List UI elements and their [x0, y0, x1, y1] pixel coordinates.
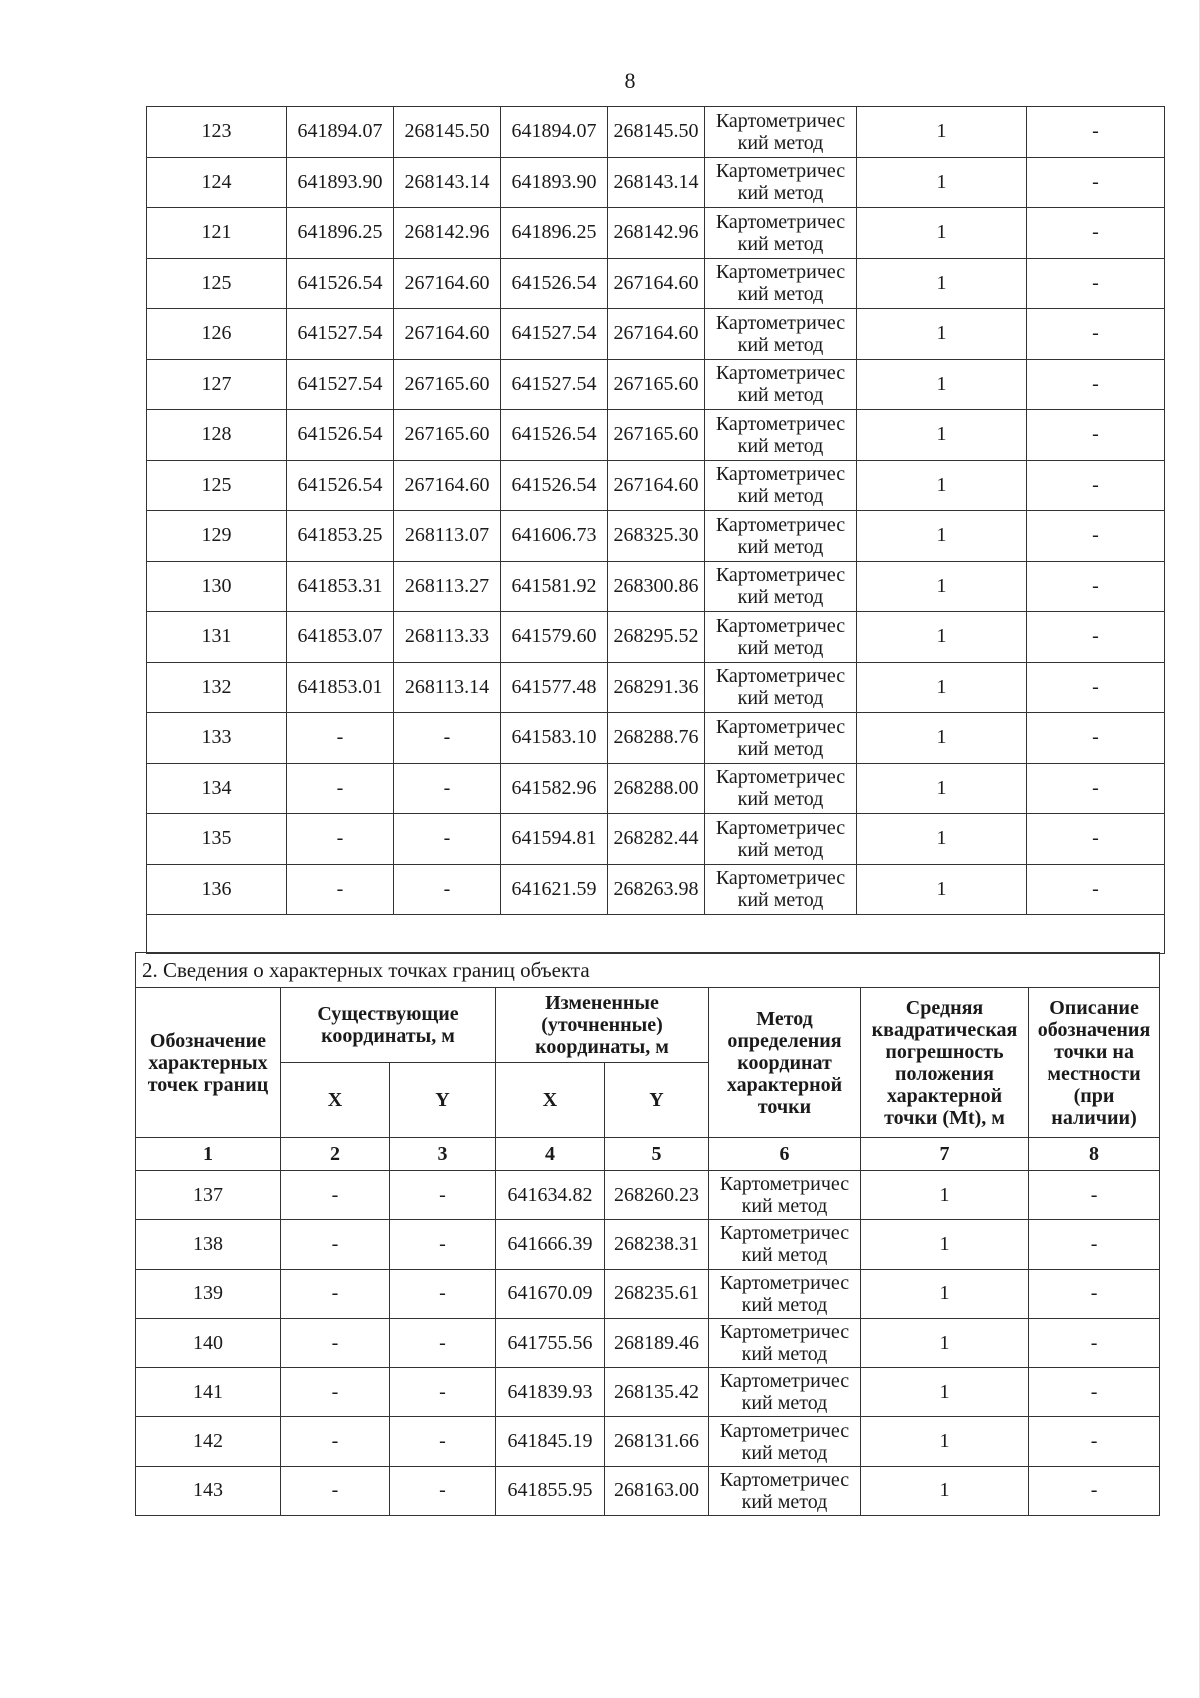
method-line-1: Картометричес [715, 867, 846, 890]
changed-x: 641579.60 [501, 612, 608, 663]
existing-y: 268113.14 [394, 662, 501, 713]
method-line-1: Картометричес [715, 109, 846, 132]
point-description: - [1027, 814, 1165, 865]
table-row [147, 258, 1165, 309]
method-line-1: Картометричес [715, 362, 846, 385]
point-id: 134 [147, 763, 287, 814]
header-changed-coordinates: Измененные (уточненные) координаты, м [496, 988, 709, 1063]
existing-x: 641896.25 [287, 208, 394, 259]
existing-x: 641526.54 [287, 410, 394, 461]
existing-y: - [394, 713, 501, 764]
method-line-2: кий метод [741, 1195, 828, 1218]
method-line-2: кий метод [737, 889, 824, 912]
changed-y: 268325.30 [608, 511, 705, 562]
point-id: 128 [147, 410, 287, 461]
page-number: 8 [624, 68, 636, 93]
method-line-2: кий метод [737, 485, 824, 508]
point-description: - [1029, 1220, 1160, 1269]
existing-x: - [287, 864, 394, 915]
changed-x: 641527.54 [501, 309, 608, 360]
changed-x: 641581.92 [501, 561, 608, 612]
method-line-2: кий метод [737, 737, 824, 760]
header-changed-x: X [496, 1063, 605, 1138]
point-id: 140 [136, 1318, 281, 1367]
mean-error: 1 [857, 612, 1027, 663]
method-line-2: кий метод [737, 687, 824, 710]
table-row [136, 1368, 1160, 1417]
point-id: 126 [147, 309, 287, 360]
table-row [147, 814, 1165, 865]
method-line-1: Картометричес [719, 1222, 850, 1245]
mean-error: 1 [861, 1368, 1029, 1417]
existing-x: 641527.54 [287, 309, 394, 360]
changed-x: 641670.09 [496, 1269, 605, 1318]
changed-x: 641582.96 [501, 763, 608, 814]
changed-y: 268145.50 [608, 107, 705, 158]
table-row [136, 1466, 1160, 1515]
table-row [147, 460, 1165, 511]
point-description: - [1027, 864, 1165, 915]
header-description: Описание обозначения точки на местности (при наличии) [1029, 988, 1160, 1138]
point-description: - [1027, 258, 1165, 309]
boundary-points-table-body [136, 953, 1160, 1516]
header-existing-y: Y [390, 1063, 496, 1138]
point-description: - [1029, 1269, 1160, 1318]
existing-x: - [281, 1466, 390, 1515]
method-line-1: Картометричес [715, 210, 846, 233]
mean-error: 1 [857, 410, 1027, 461]
table-row [147, 410, 1165, 461]
method-line-2: кий метод [741, 1244, 828, 1267]
method-line-2: кий метод [737, 232, 824, 255]
point-id: 141 [136, 1368, 281, 1417]
point-description: - [1029, 1417, 1160, 1466]
mean-error: 1 [861, 1417, 1029, 1466]
changed-x: 641526.54 [501, 460, 608, 511]
existing-x: 641893.90 [287, 157, 394, 208]
existing-y: - [390, 1368, 496, 1417]
method-line-1: Картометричес [719, 1370, 850, 1393]
method-line-1: Картометричес [715, 816, 846, 839]
header-changed-y: Y [605, 1063, 709, 1138]
point-id: 132 [147, 662, 287, 713]
point-description: - [1027, 612, 1165, 663]
point-description: - [1027, 157, 1165, 208]
method-line-1: Картометричес [715, 463, 846, 486]
existing-x: 641526.54 [287, 258, 394, 309]
changed-y: 268295.52 [608, 612, 705, 663]
method-line-1: Картометричес [715, 766, 846, 789]
method-line-1: Картометричес [719, 1468, 850, 1491]
table-row [136, 1171, 1160, 1220]
coordinates-table-body [147, 107, 1165, 954]
existing-x: 641853.07 [287, 612, 394, 663]
existing-y: - [390, 1269, 496, 1318]
method [709, 1466, 861, 1515]
point-description: - [1027, 410, 1165, 461]
method [705, 309, 857, 360]
point-description: - [1029, 1368, 1160, 1417]
changed-x: 641845.19 [496, 1417, 605, 1466]
method [709, 1368, 861, 1417]
existing-y: - [394, 763, 501, 814]
mean-error: 1 [861, 1171, 1029, 1220]
existing-x: 641853.01 [287, 662, 394, 713]
method-line-2: кий метод [741, 1343, 828, 1366]
changed-y: 268288.00 [608, 763, 705, 814]
column-number: 3 [390, 1138, 496, 1171]
mean-error: 1 [857, 814, 1027, 865]
method-line-2: кий метод [741, 1293, 828, 1316]
column-number: 1 [136, 1138, 281, 1171]
method [709, 1318, 861, 1367]
existing-x: 641894.07 [287, 107, 394, 158]
column-number: 5 [605, 1138, 709, 1171]
existing-y: - [394, 864, 501, 915]
method-line-1: Картометричес [715, 614, 846, 637]
point-description: - [1027, 460, 1165, 511]
mean-error: 1 [857, 511, 1027, 562]
method-line-2: кий метод [737, 182, 824, 205]
method [709, 1220, 861, 1269]
point-id: 142 [136, 1417, 281, 1466]
changed-x: 641583.10 [501, 713, 608, 764]
method-line-1: Картометричес [719, 1321, 850, 1344]
point-description: - [1027, 309, 1165, 360]
existing-y: 267164.60 [394, 258, 501, 309]
method [709, 1417, 861, 1466]
changed-y: 267165.60 [608, 359, 705, 410]
changed-y: 267164.60 [608, 258, 705, 309]
method [705, 662, 857, 713]
method [705, 258, 857, 309]
header-existing-x: X [281, 1063, 390, 1138]
changed-y: 268142.96 [608, 208, 705, 259]
point-description: - [1027, 208, 1165, 259]
table-row [147, 662, 1165, 713]
mean-error: 1 [857, 208, 1027, 259]
changed-x: 641606.73 [501, 511, 608, 562]
method-line-2: кий метод [737, 535, 824, 558]
existing-y: 268143.14 [394, 157, 501, 208]
method-line-1: Картометричес [719, 1173, 850, 1196]
method [705, 511, 857, 562]
table-row [147, 511, 1165, 562]
point-id: 127 [147, 359, 287, 410]
existing-y: 268113.27 [394, 561, 501, 612]
mean-error: 1 [857, 157, 1027, 208]
changed-x: 641594.81 [501, 814, 608, 865]
method-line-2: кий метод [741, 1441, 828, 1464]
method-line-2: кий метод [737, 384, 824, 407]
existing-y: 268145.50 [394, 107, 501, 158]
table-row [136, 1417, 1160, 1466]
point-id: 139 [136, 1269, 281, 1318]
method-line-1: Картометричес [719, 1419, 850, 1442]
changed-x: 641634.82 [496, 1171, 605, 1220]
changed-y: 268238.31 [605, 1220, 709, 1269]
existing-y: - [390, 1171, 496, 1220]
point-description: - [1029, 1171, 1160, 1220]
existing-x: - [287, 814, 394, 865]
method [705, 612, 857, 663]
method-line-1: Картометричес [715, 261, 846, 284]
table-row [147, 359, 1165, 410]
point-id: 136 [147, 864, 287, 915]
point-id: 143 [136, 1466, 281, 1515]
method-line-1: Картометричес [715, 311, 846, 334]
existing-y: 267164.60 [394, 309, 501, 360]
existing-x: 641853.25 [287, 511, 394, 562]
point-description: - [1027, 107, 1165, 158]
changed-x: 641666.39 [496, 1220, 605, 1269]
column-number: 8 [1029, 1138, 1160, 1171]
mean-error: 1 [857, 864, 1027, 915]
method-line-2: кий метод [737, 131, 824, 154]
mean-error: 1 [861, 1466, 1029, 1515]
point-description: - [1027, 359, 1165, 410]
table-row [147, 612, 1165, 663]
existing-y: - [390, 1220, 496, 1269]
column-number: 2 [281, 1138, 390, 1171]
existing-x: - [287, 763, 394, 814]
header-row-1 [136, 988, 1160, 1063]
table-row [147, 713, 1165, 764]
method [705, 713, 857, 764]
existing-x: 641526.54 [287, 460, 394, 511]
point-id: 130 [147, 561, 287, 612]
mean-error: 1 [857, 561, 1027, 612]
existing-x: - [281, 1171, 390, 1220]
method-line-1: Картометричес [719, 1271, 850, 1294]
changed-x: 641896.25 [501, 208, 608, 259]
method-line-1: Картометричес [715, 513, 846, 536]
method [705, 359, 857, 410]
method [705, 561, 857, 612]
method [705, 410, 857, 461]
changed-y: 268263.98 [608, 864, 705, 915]
mean-error: 1 [857, 763, 1027, 814]
changed-y: 267164.60 [608, 460, 705, 511]
table-row [147, 864, 1165, 915]
section-title-row [136, 953, 1160, 988]
method [709, 1269, 861, 1318]
method-line-1: Картометричес [715, 665, 846, 688]
method [705, 157, 857, 208]
changed-y: 268282.44 [608, 814, 705, 865]
table-row [147, 208, 1165, 259]
changed-y: 267164.60 [608, 309, 705, 360]
method [705, 864, 857, 915]
method [709, 1171, 861, 1220]
method [705, 763, 857, 814]
existing-x: - [281, 1220, 390, 1269]
changed-x: 641526.54 [501, 410, 608, 461]
method-line-2: кий метод [737, 434, 824, 457]
existing-x: - [287, 713, 394, 764]
changed-y: 268260.23 [605, 1171, 709, 1220]
existing-y: 268142.96 [394, 208, 501, 259]
coordinates-table-continued [146, 106, 1165, 954]
point-id: 135 [147, 814, 287, 865]
mean-error: 1 [857, 713, 1027, 764]
existing-x: 641853.31 [287, 561, 394, 612]
point-description: - [1027, 561, 1165, 612]
changed-x: 641526.54 [501, 258, 608, 309]
method-line-1: Картометричес [715, 564, 846, 587]
changed-x: 641577.48 [501, 662, 608, 713]
existing-x: 641527.54 [287, 359, 394, 410]
boundary-points-table [135, 952, 1160, 1516]
method-line-1: Картометричес [715, 412, 846, 435]
point-id: 125 [147, 460, 287, 511]
column-number-row [136, 1138, 1160, 1171]
header-designation: Обозначение характерных точек границ [136, 988, 281, 1138]
point-id: 137 [136, 1171, 281, 1220]
method [705, 107, 857, 158]
point-id: 129 [147, 511, 287, 562]
changed-y: 267165.60 [608, 410, 705, 461]
changed-x: 641855.95 [496, 1466, 605, 1515]
existing-y: - [390, 1417, 496, 1466]
point-id: 124 [147, 157, 287, 208]
existing-y: - [394, 814, 501, 865]
method [705, 460, 857, 511]
existing-y: - [390, 1318, 496, 1367]
method [705, 814, 857, 865]
mean-error: 1 [857, 258, 1027, 309]
mean-error: 1 [857, 309, 1027, 360]
table-row [136, 1318, 1160, 1367]
existing-x: - [281, 1269, 390, 1318]
changed-x: 641527.54 [501, 359, 608, 410]
spacer-row [147, 915, 1165, 954]
existing-y: 267164.60 [394, 460, 501, 511]
changed-y: 268288.76 [608, 713, 705, 764]
existing-x: - [281, 1318, 390, 1367]
point-id: 125 [147, 258, 287, 309]
point-id: 133 [147, 713, 287, 764]
column-number: 4 [496, 1138, 605, 1171]
point-description: - [1029, 1466, 1160, 1515]
method-line-2: кий метод [737, 838, 824, 861]
existing-y: 267165.60 [394, 410, 501, 461]
mean-error: 1 [857, 359, 1027, 410]
mean-error: 1 [861, 1318, 1029, 1367]
changed-x: 641893.90 [501, 157, 608, 208]
changed-y: 268135.42 [605, 1368, 709, 1417]
column-number: 6 [709, 1138, 861, 1171]
mean-error: 1 [861, 1220, 1029, 1269]
changed-y: 268131.66 [605, 1417, 709, 1466]
mean-error: 1 [857, 107, 1027, 158]
method-line-2: кий метод [737, 586, 824, 609]
method-line-2: кий метод [737, 788, 824, 811]
existing-x: - [281, 1417, 390, 1466]
table-row [147, 107, 1165, 158]
point-id: 123 [147, 107, 287, 158]
table-row [147, 763, 1165, 814]
table-row [136, 1269, 1160, 1318]
existing-y: 268113.07 [394, 511, 501, 562]
table-row [147, 157, 1165, 208]
table-row [147, 561, 1165, 612]
table-row [147, 309, 1165, 360]
existing-y: - [390, 1466, 496, 1515]
changed-x: 641894.07 [501, 107, 608, 158]
changed-x: 641839.93 [496, 1368, 605, 1417]
changed-y: 268300.86 [608, 561, 705, 612]
point-description: - [1029, 1318, 1160, 1367]
point-description: - [1027, 662, 1165, 713]
method-line-2: кий метод [737, 333, 824, 356]
existing-x: - [281, 1368, 390, 1417]
method-line-2: кий метод [741, 1490, 828, 1513]
method-line-1: Картометричес [715, 160, 846, 183]
header-existing-coordinates: Существующие координаты, м [281, 988, 496, 1063]
header-method: Метод определения координат характерной точки [709, 988, 861, 1138]
existing-y: 267165.60 [394, 359, 501, 410]
method-line-1: Картометричес [715, 715, 846, 738]
point-id: 131 [147, 612, 287, 663]
point-id: 138 [136, 1220, 281, 1269]
changed-y: 268163.00 [605, 1466, 709, 1515]
point-description: - [1027, 763, 1165, 814]
mean-error: 1 [857, 460, 1027, 511]
table-row [136, 1220, 1160, 1269]
changed-y: 268291.36 [608, 662, 705, 713]
method-line-2: кий метод [737, 636, 824, 659]
method-line-2: кий метод [737, 283, 824, 306]
spacer-cell [147, 915, 1165, 954]
section-title: 2. Сведения о характерных точках границ объекта [136, 953, 1160, 988]
point-id: 121 [147, 208, 287, 259]
changed-y: 268143.14 [608, 157, 705, 208]
method-line-2: кий метод [741, 1392, 828, 1415]
changed-y: 268189.46 [605, 1318, 709, 1367]
column-number: 7 [861, 1138, 1029, 1171]
existing-y: 268113.33 [394, 612, 501, 663]
changed-y: 268235.61 [605, 1269, 709, 1318]
changed-x: 641755.56 [496, 1318, 605, 1367]
point-description: - [1027, 511, 1165, 562]
changed-x: 641621.59 [501, 864, 608, 915]
header-error: Средняя квадратическая погрешность положения характерной точки (Mt), м [861, 988, 1029, 1138]
method [705, 208, 857, 259]
mean-error: 1 [857, 662, 1027, 713]
point-description: - [1027, 713, 1165, 764]
mean-error: 1 [861, 1269, 1029, 1318]
